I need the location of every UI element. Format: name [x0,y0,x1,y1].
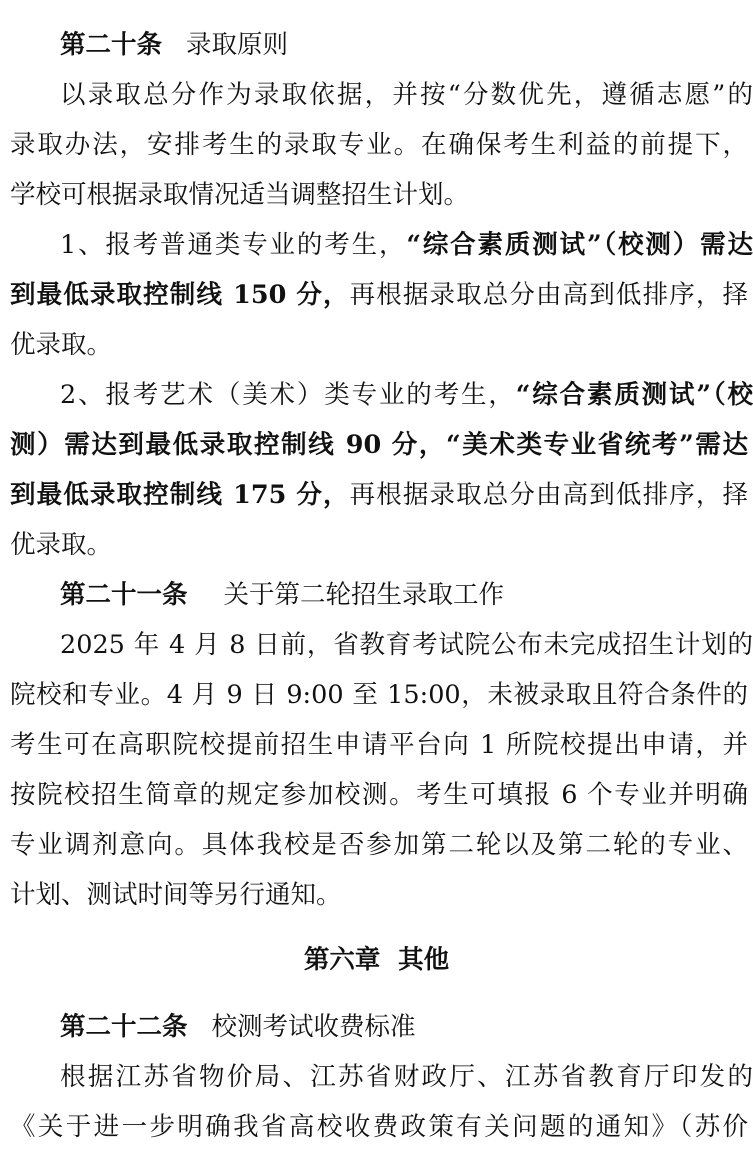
article-20-intro-line-3: 学校可根据录取情况适当调整招生计划。 [10,180,470,210]
item-2-rest: 再根据录取总分由高到低排序，择 [349,480,748,510]
item-2-lead: 2、报考艺术（美术）类专业的考生， [60,380,516,410]
article-20-intro-line-2: 录取办法，安排考生的录取专业。在确保考生利益的前提下， [10,130,748,160]
article-20-item-2-line-1 [0,370,753,420]
item-1-bold-a: “综合素质测试”（校测）需达 [406,230,753,260]
article-21-line-1: 2025 年 4 月 8 日前，省教育考试院公布未完成招生计划的 [60,630,753,660]
article-22-title: 第二十二条 [60,1012,188,1042]
item-1-lead: 1、报考普通类专业的考生， [60,230,407,260]
article-21-line-6: 计划、测试时间等另行通知。 [10,880,342,910]
article-21-line-5: 专业调剂意向。具体我校是否参加第二轮以及第二轮的专业、 [10,830,748,860]
item-2-bold-a: “综合素质测试”（校 [515,380,753,410]
article-21-line-4: 按院校招生简章的规定参加校测。考生可填报 6 个专业并明确 [10,780,748,810]
item-1-rest: 再根据录取总分由高到低排序，择 [349,280,748,310]
item-1-bold-b: 到最低录取控制线 150 分， [10,280,350,310]
article-22-subtitle: 校测考试收费标准 [211,1012,416,1042]
article-20-title: 第二十条 [60,30,163,60]
article-20-item-1-line-3: 优录取。 [10,330,113,360]
article-21-line-3: 考生可在高职院校提前招生申请平台向 1 所院校提出申请，并 [10,730,748,760]
article-20-heading [0,20,753,70]
article-20-intro-line-1: 以录取总分作为录取依据，并按“分数优先，遵循志愿”的 [60,80,753,110]
article-22-line-2: 《关于进一步明确我省高校收费政策有关问题的通知》（苏价 [10,1112,748,1142]
item-2-bold-c: 到最低录取控制线 175 分， [10,480,350,510]
article-20-item-1-line-1 [0,220,753,270]
chapter-6-title: 第六章 其他 [303,945,450,975]
article-20-item-1-line-2 [0,270,748,320]
article-22-heading [0,1002,753,1052]
article-22-line-1: 根据江苏省物价局、江苏省财政厅、江苏省教育厅印发的 [60,1062,753,1092]
article-20-item-2-line-2: 测）需达到最低录取控制线 90 分，“美术类专业省统考”需达 [10,430,748,460]
article-20-item-2-line-3 [0,470,748,520]
article-20-item-2-line-4: 优录取。 [10,530,113,560]
article-21-line-2: 院校和专业。4 月 9 日 9:00 至 15:00，未被录取且符合条件的 [10,680,748,710]
article-21-title: 第二十一条 [60,580,188,610]
article-20-subtitle: 录取原则 [186,30,289,60]
article-21-subtitle: 关于第二轮招生录取工作 [223,580,505,610]
article-21-heading [0,570,753,620]
